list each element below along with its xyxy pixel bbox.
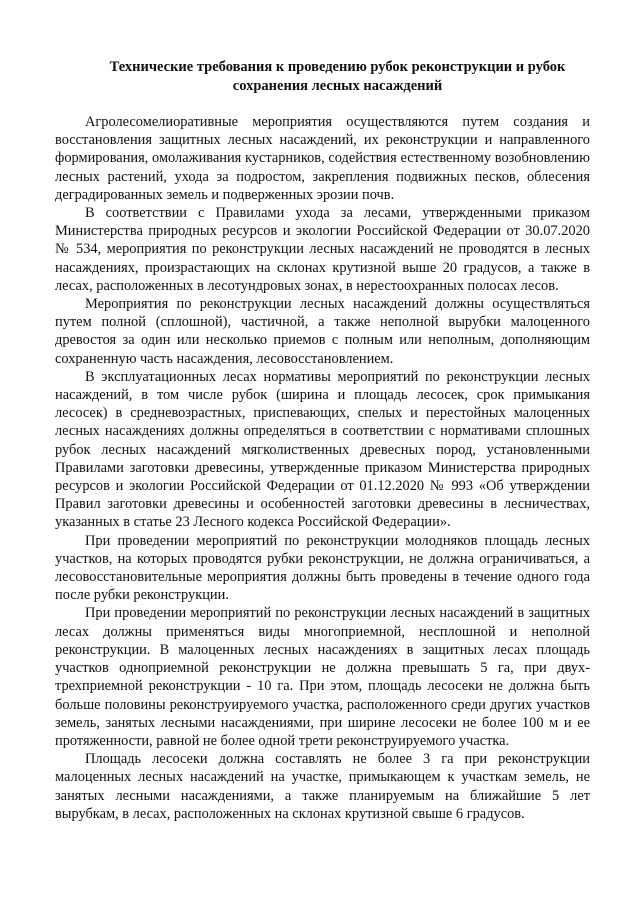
document-body — [55, 113, 590, 823]
paragraph-6: При проведении мероприятий по реконструкции лесных насаждений в защитных лесах должны применяться виды многоприемной, несплошной и неполной реконструкции. В малоценных лесных насаждениях в защитных лесах площадь участков одноприемной реконструкции не должна превышать 5 га, при двух-трехприемной реконструкции - 10 га. При этом, площадь лесосеки не должна быть больше половины реконструируемого участка, расположенного среди других участков земель, занятых лесными насаждениями, при ширине лесосеки не более 100 м и ее протяженности, равной не более одной трети реконструируемого участка. — [55, 605, 590, 749]
paragraph-1: Агролесомелиоративные мероприятия осуществляются путем создания и восстановления защитных лесных насаждений, их реконструкции и направленного формирования, омолаживания кустарников, содействия естественному возобновлению лесных растений, ухода за подростом, закрепления подвижных песков, облесения деградированных земель и подверженных эрозии почв. — [55, 114, 590, 203]
paragraph-2: В соответствии с Правилами ухода за лесами, утвержденными приказом Министерства природных ресурсов и экологии Российской Федерации от 30.07.2020 № 534, мероприятия по реконструкции лесных насаждений не проводятся в лесных насаждениях, произрастающих на склонах крутизной выше 20 градусов, а также в лесах, расположенных в лесотундровых зонах, в нерестоохранных полосах лесов. — [55, 205, 590, 294]
document-title: Технические требования к проведению рубок реконструкции и рубок сохранения лесных насаждений — [109, 59, 566, 94]
paragraph-7: Площадь лесосеки должна составлять не более 3 га при реконструкции малоценных лесных насаждений на участке, примыкающем к участкам земель, не занятых лесными насаждениями, а также планируемым на ближайшие 5 лет вырубкам, в лесах, расположенных на склонах крутизной свыше 6 градусов. — [55, 751, 590, 822]
paragraph-4: В эксплуатационных лесах нормативы мероприятий по реконструкции лесных насаждений, в том числе рубок (ширина и площадь лесосек, срок примыкания лесосек) в средневозрастных, приспевающих, спелых и перестойных малоценных лесных насаждениях должны определяться в соответствии с нормативами сплошных рубок лесных насаждений мягколиственных древесных пород, установленными Правилами заготовки древесины, утвержденные приказом Министерства природных ресурсов и экологии Российской Федерации от 01.12.2020 № 993 «Об утверждении Правил заготовки древесины и особенностей заготовки древесины в лесничествах, указанных в статье 23 Лесного кодекса Российской Федерации». — [55, 368, 590, 531]
paragraph-3: Мероприятия по реконструкции лесных насаждений должны осуществляться путем полной (сплошной), частичной, а также неполной вырубки малоценного древостоя за один или несколько приемов с полным или неполным, дополняющим сохраненную часть насаждения, лесовосстановлением. — [55, 296, 590, 367]
paragraph-5: При проведении мероприятий по реконструкции молодняков площадь лесных участков, на которых проводятся рубки реконструкции, не должна ограничиваться, а лесовосстановительные мероприятия должны быть проведены в течение одного года после рубки реконструкции. — [55, 532, 590, 604]
